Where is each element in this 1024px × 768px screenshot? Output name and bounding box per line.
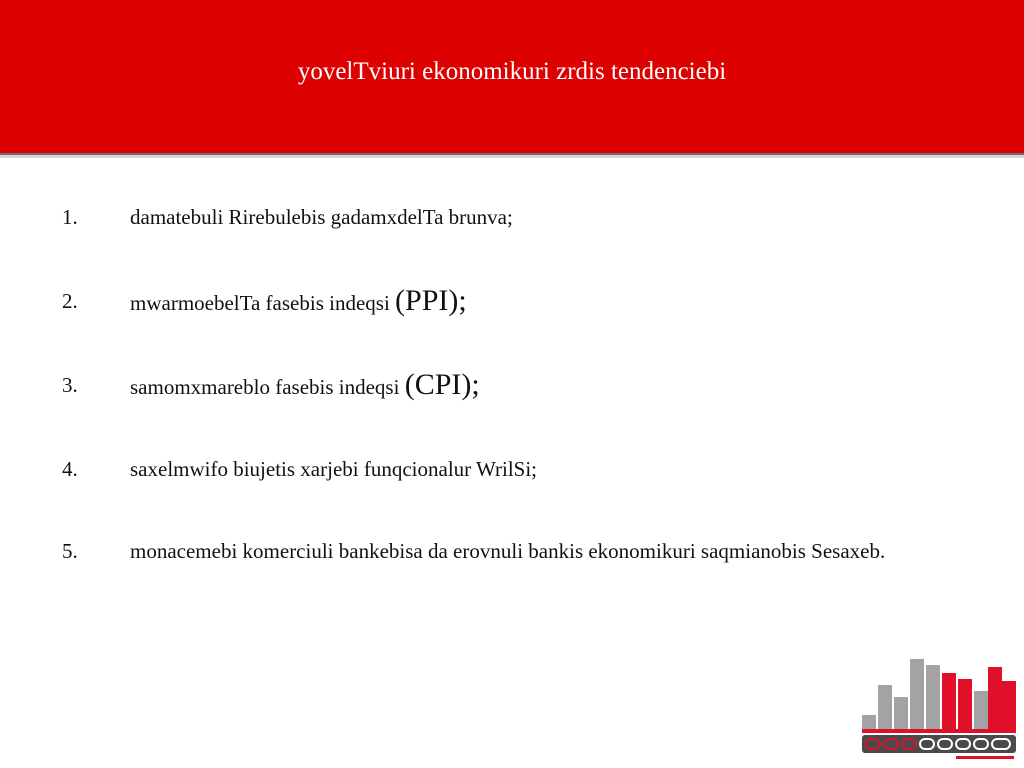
list-item-number: 2. bbox=[62, 289, 78, 313]
list-item-text: mwarmoebelTa fasebis indeqsi bbox=[130, 291, 396, 315]
list-item bbox=[58, 280, 958, 324]
logo-bar bbox=[958, 679, 972, 729]
header-divider-shadow bbox=[0, 155, 1024, 158]
list-item-number: 1. bbox=[62, 205, 78, 229]
list-item bbox=[58, 448, 958, 490]
bar-chart-logo-icon bbox=[858, 655, 1018, 765]
logo-bar bbox=[862, 715, 876, 729]
logo-bar bbox=[988, 667, 1002, 729]
logo-tagline bbox=[956, 756, 1014, 759]
logo-bar bbox=[926, 665, 940, 729]
list-item-text: monacemebi komerciuli bankebisa da erovnuli bankis ekonomikuri saqmianobis Sesaxeb. bbox=[130, 539, 886, 563]
list-item-number: 5. bbox=[62, 539, 78, 563]
list-item-abbreviation: (CPI); bbox=[404, 368, 480, 401]
logo-bar bbox=[894, 697, 908, 729]
list-item bbox=[58, 196, 958, 238]
logo-bar bbox=[942, 673, 956, 729]
header-banner bbox=[0, 0, 1024, 153]
list-item bbox=[58, 530, 958, 572]
trend-list bbox=[58, 196, 958, 572]
list-item-abbreviation: (PPI); bbox=[395, 284, 467, 317]
page-title: yovelTviuri ekonomikuri zrdis tendenciebi bbox=[297, 58, 727, 85]
logo-baseline bbox=[862, 729, 1016, 733]
logo-bar bbox=[878, 685, 892, 729]
list-item-text: samomxmareblo fasebis indeqsi bbox=[130, 375, 405, 399]
list-item-number: 3. bbox=[62, 373, 78, 397]
list-item-text: saxelmwifo biujetis xarjebi funqcionalur WrilSi; bbox=[130, 457, 538, 481]
list-item-text: damatebuli Rirebulebis gadamxdelTa brunva; bbox=[130, 205, 513, 229]
logo-bar bbox=[1002, 681, 1016, 729]
list-item bbox=[58, 364, 958, 408]
logo-bar bbox=[974, 691, 988, 729]
logo-bar bbox=[910, 659, 924, 729]
list-item-number: 4. bbox=[62, 457, 78, 481]
